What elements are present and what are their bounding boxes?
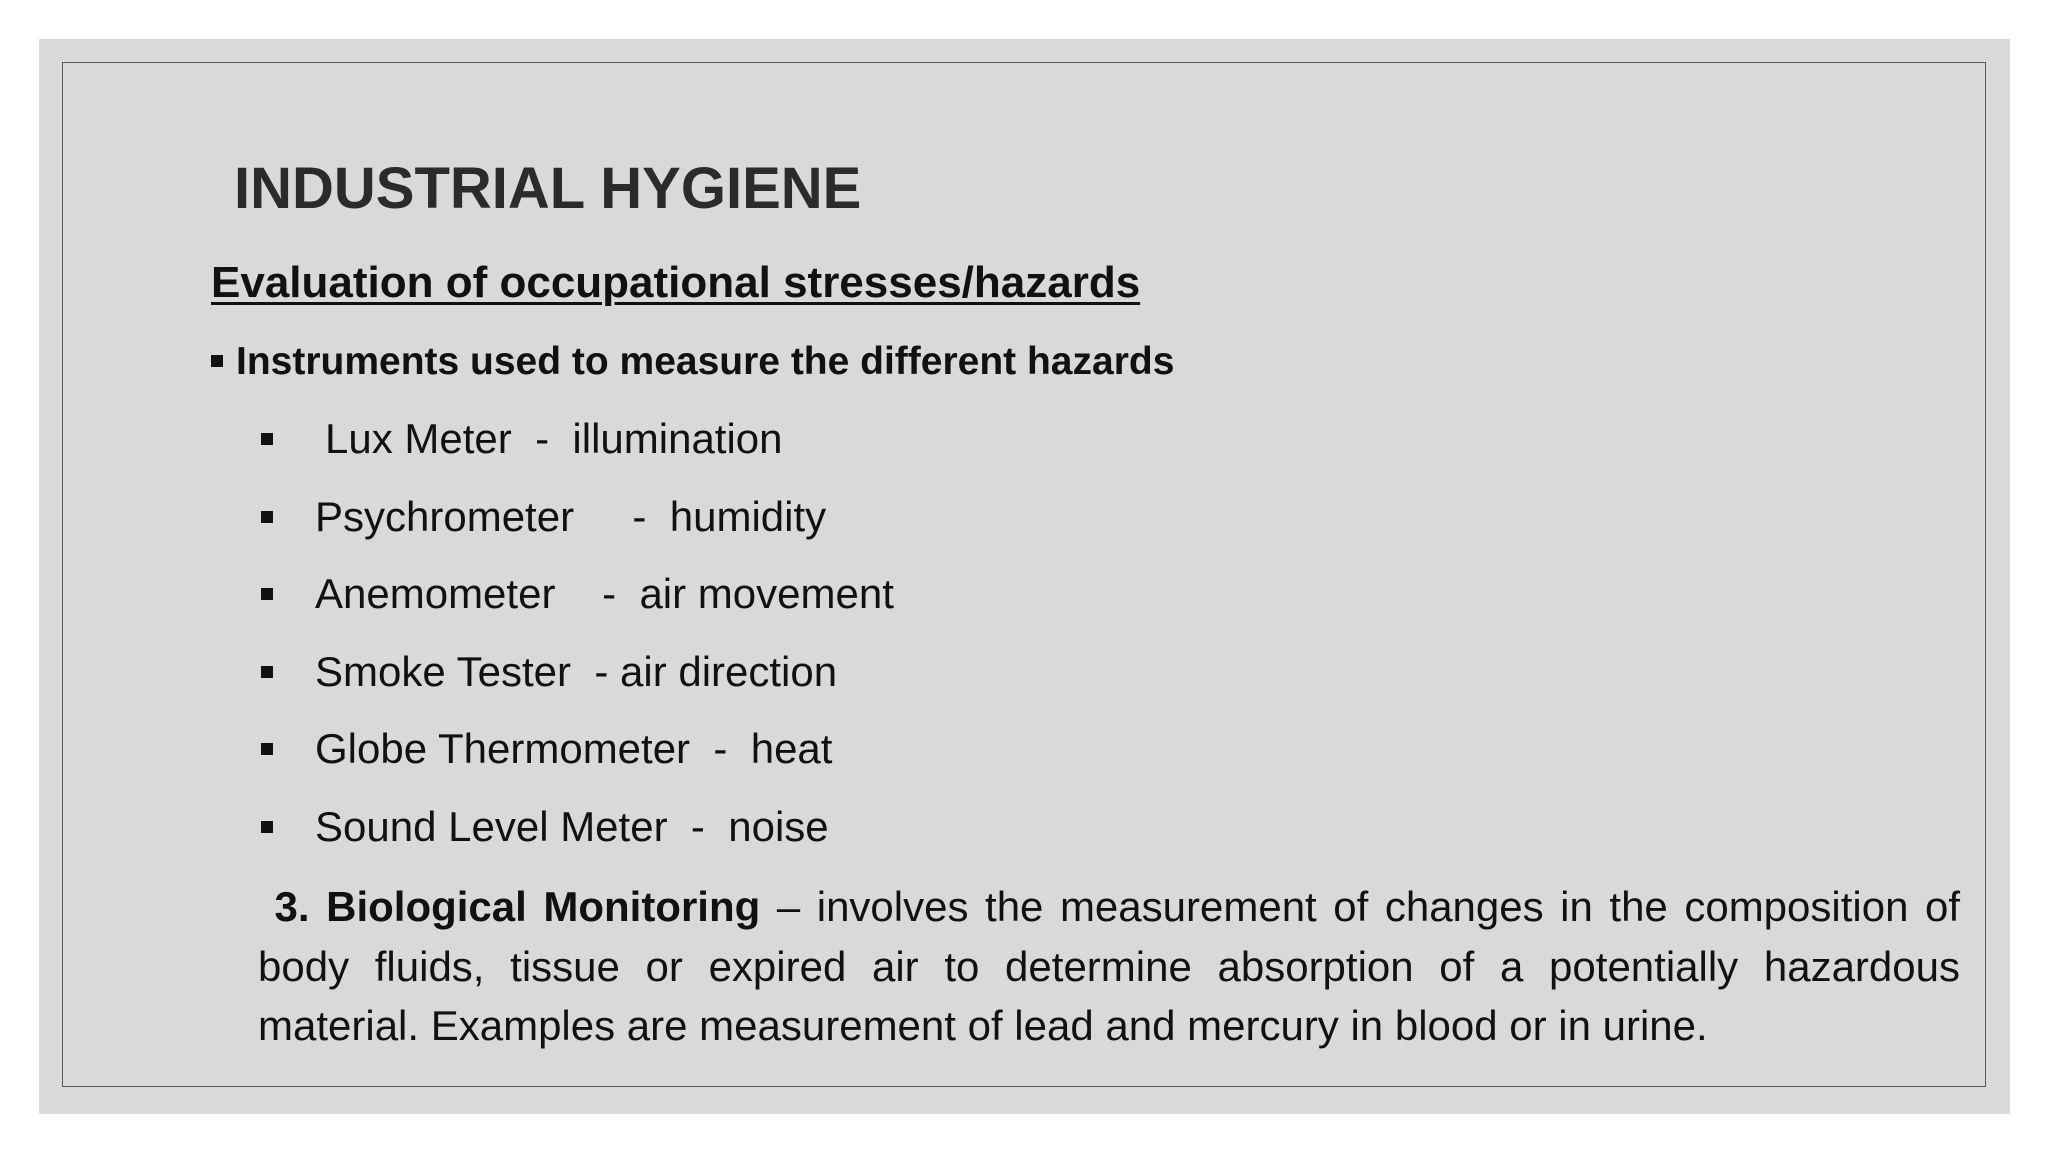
list-item: Psychrometer - humidity (261, 489, 894, 567)
instrument-name: Smoke Tester (315, 647, 571, 695)
bio-text: – involves the measurement of changes in the composition of body fluids, tissue or expired air to determine absorption of a potentially hazardous material. Examples are measurement of lead and mercury in blood or in urine. (258, 883, 1961, 1049)
list-item: Smoke Tester - air direction (261, 644, 894, 722)
instrument-measures: noise (728, 802, 829, 850)
bio-number: 3. (274, 883, 310, 930)
section-subtitle: Evaluation of occupational stresses/hazards (211, 258, 1141, 307)
instrument-name: Globe Thermometer (315, 725, 691, 772)
square-bullet-icon (261, 433, 273, 445)
instrument-measures: illumination (572, 415, 783, 462)
square-bullet-icon (261, 588, 273, 600)
instrument-measures: air direction (620, 647, 838, 695)
list-item: Lux Meter - illumination (261, 411, 894, 489)
instrument-measures: humidity (669, 492, 827, 540)
list-item: Sound Level Meter - noise (261, 799, 894, 877)
square-bullet-icon (261, 511, 273, 523)
instrument-measures: air movement (639, 570, 894, 617)
square-bullet-icon (211, 355, 223, 367)
instrument-name: Psychrometer (315, 492, 575, 540)
list-item: Globe Thermometer - heat (261, 721, 894, 799)
square-bullet-icon (261, 821, 273, 833)
instrument-name: Sound Level Meter (315, 802, 668, 850)
lead-bullet (211, 336, 1174, 388)
bio-heading: Biological Monitoring (326, 883, 761, 930)
instrument-name: Anemometer (315, 570, 556, 617)
instrument-measures: heat (750, 725, 833, 772)
biological-monitoring-paragraph (258, 877, 1960, 1056)
square-bullet-icon (261, 666, 273, 678)
instrument-list (261, 411, 894, 876)
lead-text: Instruments used to measure the different hazards (236, 340, 1175, 383)
square-bullet-icon (261, 743, 273, 755)
page-title: INDUSTRIAL HYGIENE (234, 156, 862, 221)
slide (39, 39, 2010, 1114)
instrument-name: Lux Meter (325, 415, 512, 462)
list-item: Anemometer - air movement (261, 566, 894, 644)
